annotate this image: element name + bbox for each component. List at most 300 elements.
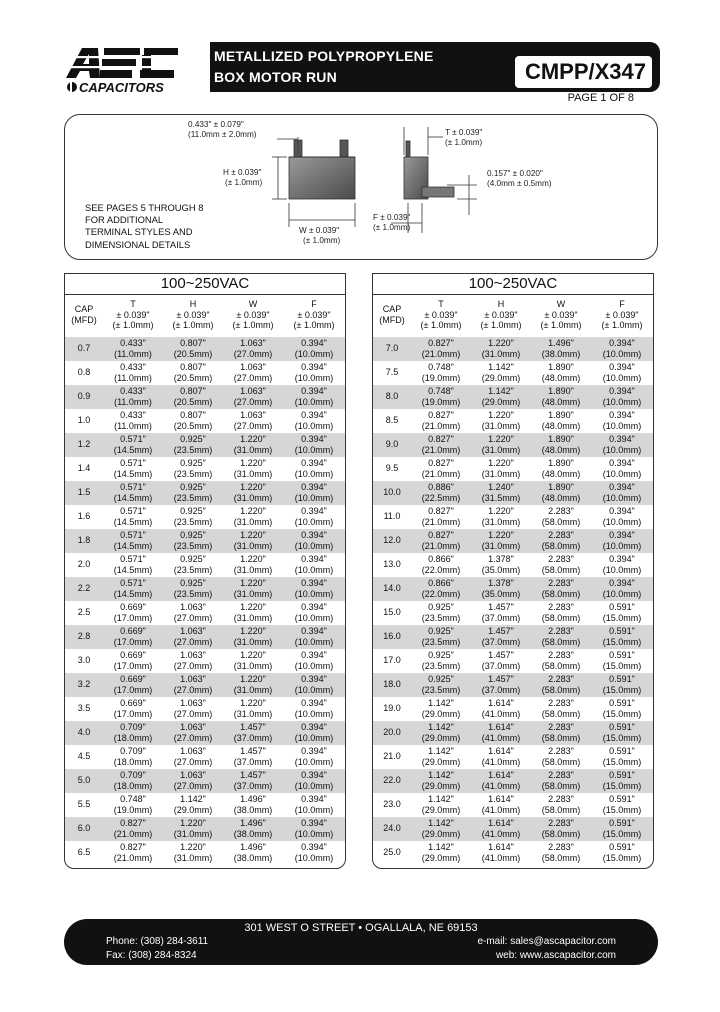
- cell-cap: 8.5: [385, 415, 399, 425]
- col-cap: CAP (MFD): [379, 304, 405, 325]
- cell-f: 0.394" (10.0mm): [294, 386, 334, 407]
- cell-cap: 1.6: [77, 511, 91, 521]
- table-rows: [373, 337, 653, 865]
- cell-f: 0.591" (15.0mm): [602, 770, 642, 791]
- cell-cap: 9.0: [385, 439, 399, 449]
- cell-t: 0.571" (14.5mm): [113, 578, 153, 599]
- cell-t: 0.433" (11.0mm): [114, 386, 152, 407]
- cell-h: 1.378" (35.0mm): [481, 554, 521, 575]
- table-row: [373, 385, 653, 409]
- cell-t: 1.142" (29.0mm): [421, 746, 461, 767]
- table-row: [65, 553, 345, 577]
- cell-t: 0.748" (19.0mm): [421, 362, 461, 383]
- cell-f: 0.394" (10.0mm): [602, 338, 642, 359]
- cell-h: 0.925" (23.5mm): [173, 530, 213, 551]
- pin-dim: 0.157" ± 0.020" (4.0mm ± 0.5mm): [487, 169, 552, 188]
- cell-cap: 23.0: [383, 799, 401, 809]
- cell-t: 0.827" (21.0mm): [421, 338, 461, 359]
- cell-f: 0.394" (10.0mm): [294, 626, 334, 647]
- cell-h: 1.614" (41.0mm): [481, 746, 521, 767]
- cell-f: 0.591" (15.0mm): [602, 698, 642, 719]
- table-row: [373, 481, 653, 505]
- table-row: [65, 481, 345, 505]
- cell-w: 2.283" (58.0mm): [541, 722, 581, 743]
- cell-cap: 8.0: [385, 391, 399, 401]
- voltage-header: 100~250VAC: [373, 274, 653, 295]
- cell-t: 0.827" (21.0mm): [113, 818, 153, 839]
- cell-h: 1.063" (27.0mm): [173, 602, 213, 623]
- cell-t: 0.571" (14.5mm): [113, 506, 153, 527]
- front-view: [272, 137, 355, 227]
- col-f: F ± 0.039" (± 1.0mm): [293, 299, 335, 330]
- cell-f: 0.394" (10.0mm): [294, 554, 334, 575]
- cell-f: 0.394" (10.0mm): [294, 650, 334, 671]
- cell-cap: 1.2: [77, 439, 91, 449]
- table-row: [65, 505, 345, 529]
- cell-cap: 22.0: [383, 775, 401, 785]
- cell-h: 1.378" (35.0mm): [481, 578, 521, 599]
- table-row: [373, 721, 653, 745]
- cell-w: 1.890" (48.0mm): [541, 410, 581, 431]
- cell-h: 1.220" (31.0mm): [173, 818, 213, 839]
- cell-cap: 5.5: [77, 799, 91, 809]
- cell-w: 1.220" (31.0mm): [233, 506, 273, 527]
- cell-f: 0.394" (10.0mm): [294, 338, 334, 359]
- cell-cap: 17.0: [383, 655, 401, 665]
- cell-h: 1.142" (29.0mm): [481, 386, 521, 407]
- cell-h: 1.142" (29.0mm): [173, 794, 213, 815]
- col-t: T ± 0.039" (± 1.0mm): [112, 299, 154, 330]
- cell-t: 1.142" (29.0mm): [421, 794, 461, 815]
- cell-f: 0.394" (10.0mm): [294, 746, 334, 767]
- cell-f: 0.394" (10.0mm): [294, 506, 334, 527]
- cell-w: 2.283" (58.0mm): [541, 626, 581, 647]
- cell-t: 0.669" (17.0mm): [113, 626, 153, 647]
- cell-t: 0.709" (18.0mm): [113, 770, 153, 791]
- table-row: [373, 337, 653, 361]
- cell-t: 1.142" (29.0mm): [421, 818, 461, 839]
- cell-w: 2.283" (58.0mm): [541, 770, 581, 791]
- table-row: [65, 817, 345, 841]
- table-row: [373, 769, 653, 793]
- cell-cap: 18.0: [383, 679, 401, 689]
- cell-w: 1.220" (31.0mm): [233, 578, 273, 599]
- cell-cap: 4.0: [77, 727, 91, 737]
- cell-h: 0.807" (20.5mm): [173, 386, 213, 407]
- cell-w: 2.283" (58.0mm): [541, 578, 581, 599]
- cell-w: 1.063" (27.0mm): [233, 410, 273, 431]
- cell-f: 0.394" (10.0mm): [294, 794, 334, 815]
- cell-cap: 3.5: [77, 703, 91, 713]
- cell-cap: 3.0: [77, 655, 91, 665]
- cell-t: 0.925" (23.5mm): [421, 674, 461, 695]
- cell-t: 0.571" (14.5mm): [113, 482, 153, 503]
- cell-w: 1.890" (48.0mm): [541, 482, 581, 503]
- cell-cap: 4.5: [77, 751, 91, 761]
- column-headers: [373, 295, 653, 337]
- cell-h: 1.063" (27.0mm): [173, 650, 213, 671]
- cell-cap: 3.2: [77, 679, 91, 689]
- cell-t: 0.748" (19.0mm): [113, 794, 153, 815]
- cell-w: 1.457" (37.0mm): [233, 722, 273, 743]
- cell-h: 0.925" (23.5mm): [173, 482, 213, 503]
- cell-t: 0.709" (18.0mm): [113, 722, 153, 743]
- table-rows: [65, 337, 345, 865]
- cell-f: 0.394" (10.0mm): [294, 434, 334, 455]
- cell-f: 0.394" (10.0mm): [294, 842, 334, 863]
- cell-w: 2.283" (58.0mm): [541, 602, 581, 623]
- cell-w: 1.220" (31.0mm): [233, 458, 273, 479]
- title-banner: [210, 42, 660, 92]
- cell-f: 0.394" (10.0mm): [602, 434, 642, 455]
- cell-w: 2.283" (58.0mm): [541, 842, 581, 863]
- cell-h: 1.220" (31.0mm): [481, 530, 521, 551]
- cell-cap: 2.2: [77, 583, 91, 593]
- col-f: F ± 0.039" (± 1.0mm): [601, 299, 643, 330]
- cell-h: 0.807" (20.5mm): [173, 338, 213, 359]
- cell-f: 0.591" (15.0mm): [602, 674, 642, 695]
- lead-length-dim: 0.433" ± 0.079" (11.0mm ± 2.0mm): [188, 120, 257, 139]
- table-row: [65, 361, 345, 385]
- cell-t: 0.433" (11.0mm): [114, 362, 152, 383]
- cell-w: 1.220" (31.0mm): [233, 554, 273, 575]
- cell-cap: 25.0: [383, 847, 401, 857]
- cell-w: 1.457" (37.0mm): [233, 770, 273, 791]
- cell-cap: 9.5: [385, 463, 399, 473]
- phone: Phone: (308) 284-3611: [106, 936, 209, 947]
- cell-t: 0.571" (14.5mm): [113, 554, 153, 575]
- cell-w: 1.890" (48.0mm): [541, 458, 581, 479]
- cell-h: 1.240" (31.5mm): [481, 482, 521, 503]
- cell-h: 1.614" (41.0mm): [481, 698, 521, 719]
- cell-f: 0.591" (15.0mm): [602, 818, 642, 839]
- col-h: H ± 0.039" (± 1.0mm): [172, 299, 214, 330]
- cell-t: 0.669" (17.0mm): [113, 674, 153, 695]
- cell-w: 1.063" (27.0mm): [233, 362, 273, 383]
- cell-t: 1.142" (29.0mm): [421, 698, 461, 719]
- spec-table-right: [372, 273, 654, 869]
- cell-h: 1.063" (27.0mm): [173, 698, 213, 719]
- cell-h: 1.063" (27.0mm): [173, 674, 213, 695]
- table-row: [65, 457, 345, 481]
- cell-t: 0.433" (11.0mm): [114, 410, 152, 431]
- cell-t: 0.669" (17.0mm): [113, 602, 153, 623]
- table-row: [65, 769, 345, 793]
- cell-h: 1.063" (27.0mm): [173, 770, 213, 791]
- cell-w: 2.283" (58.0mm): [541, 818, 581, 839]
- cell-w: 2.283" (58.0mm): [541, 530, 581, 551]
- cell-w: 1.220" (31.0mm): [233, 530, 273, 551]
- cell-h: 0.925" (23.5mm): [173, 554, 213, 575]
- cell-cap: 7.5: [385, 367, 399, 377]
- cell-h: 1.063" (27.0mm): [173, 722, 213, 743]
- cell-h: 1.220" (31.0mm): [481, 458, 521, 479]
- cell-t: 0.709" (18.0mm): [113, 746, 153, 767]
- address: 301 WEST O STREET • OGALLALA, NE 69153: [244, 922, 478, 934]
- cell-t: 0.925" (23.5mm): [421, 650, 461, 671]
- table-row: [65, 385, 345, 409]
- cell-f: 0.394" (10.0mm): [294, 674, 334, 695]
- logo-subtitle: CAPACITORS: [79, 80, 164, 95]
- cell-h: 1.614" (41.0mm): [481, 722, 521, 743]
- cell-f: 0.394" (10.0mm): [602, 578, 642, 599]
- cell-cap: 24.0: [383, 823, 401, 833]
- table-row: [65, 721, 345, 745]
- cell-t: 0.886" (22.5mm): [421, 482, 461, 503]
- table-row: [373, 649, 653, 673]
- dimension-diagram: [64, 114, 658, 260]
- cell-f: 0.394" (10.0mm): [602, 362, 642, 383]
- cell-f: 0.591" (15.0mm): [602, 842, 642, 863]
- cell-f: 0.394" (10.0mm): [602, 506, 642, 527]
- cell-cap: 1.4: [77, 463, 91, 473]
- cell-f: 0.394" (10.0mm): [294, 818, 334, 839]
- cell-f: 0.591" (15.0mm): [602, 626, 642, 647]
- cell-f: 0.394" (10.0mm): [294, 698, 334, 719]
- cell-f: 0.394" (10.0mm): [294, 530, 334, 551]
- table-row: [373, 745, 653, 769]
- cell-t: 0.571" (14.5mm): [113, 530, 153, 551]
- table-row: [373, 793, 653, 817]
- table-row: [65, 625, 345, 649]
- cell-h: 1.457" (37.0mm): [481, 674, 521, 695]
- cell-w: 2.283" (58.0mm): [541, 674, 581, 695]
- cell-cap: 1.5: [77, 487, 91, 497]
- col-cap: CAP (MFD): [71, 304, 97, 325]
- cell-cap: 5.0: [77, 775, 91, 785]
- cell-w: 1.496" (38.0mm): [541, 338, 581, 359]
- table-row: [65, 841, 345, 865]
- table-row: [65, 649, 345, 673]
- cell-w: 1.890" (48.0mm): [541, 434, 581, 455]
- cell-w: 2.283" (58.0mm): [541, 650, 581, 671]
- cell-w: 2.283" (58.0mm): [541, 794, 581, 815]
- fax: Fax: (308) 284-8324: [106, 950, 197, 961]
- cell-f: 0.591" (15.0mm): [602, 722, 642, 743]
- table-row: [65, 601, 345, 625]
- cell-w: 2.283" (58.0mm): [541, 746, 581, 767]
- title-line-2: BOX MOTOR RUN: [214, 69, 337, 85]
- cell-h: 1.220" (31.0mm): [481, 506, 521, 527]
- table-row: [65, 577, 345, 601]
- cell-h: 1.220" (31.0mm): [481, 434, 521, 455]
- cell-h: 0.925" (23.5mm): [173, 458, 213, 479]
- cell-t: 1.142" (29.0mm): [421, 770, 461, 791]
- table-row: [373, 505, 653, 529]
- cell-f: 0.394" (10.0mm): [294, 458, 334, 479]
- table-row: [65, 337, 345, 361]
- table-row: [373, 457, 653, 481]
- height-dim: H ± 0.039" (± 1.0mm): [223, 168, 263, 187]
- cell-f: 0.394" (10.0mm): [602, 482, 642, 503]
- table-row: [65, 697, 345, 721]
- cell-h: 1.614" (41.0mm): [481, 842, 521, 863]
- cell-cap: 20.0: [383, 727, 401, 737]
- cell-cap: 1.8: [77, 535, 91, 545]
- cell-h: 1.063" (27.0mm): [173, 746, 213, 767]
- cell-t: 0.433" (11.0mm): [114, 338, 152, 359]
- cell-t: 0.925" (23.5mm): [421, 626, 461, 647]
- asc-logo: [64, 42, 182, 97]
- cell-w: 2.283" (58.0mm): [541, 506, 581, 527]
- cell-t: 0.571" (14.5mm): [113, 458, 153, 479]
- cell-h: 0.925" (23.5mm): [173, 506, 213, 527]
- cell-f: 0.394" (10.0mm): [602, 386, 642, 407]
- cell-cap: 1.0: [77, 415, 91, 425]
- cell-w: 1.063" (27.0mm): [233, 338, 273, 359]
- col-w: W ± 0.039" (± 1.0mm): [232, 299, 274, 330]
- cell-w: 2.283" (58.0mm): [541, 554, 581, 575]
- table-row: [373, 697, 653, 721]
- email-link[interactable]: e-mail: sales@ascapacitor.com: [477, 936, 616, 947]
- cell-f: 0.394" (10.0mm): [294, 602, 334, 623]
- spec-table-left: [64, 273, 346, 869]
- cell-t: 0.866" (22.0mm): [421, 554, 461, 575]
- cell-w: 1.063" (27.0mm): [233, 386, 273, 407]
- cell-cap: 2.5: [77, 607, 91, 617]
- table-row: [65, 529, 345, 553]
- cell-w: 1.220" (31.0mm): [233, 650, 273, 671]
- table-row: [373, 625, 653, 649]
- cell-cap: 0.9: [77, 391, 91, 401]
- cell-w: 1.220" (31.0mm): [233, 674, 273, 695]
- cell-h: 1.614" (41.0mm): [481, 794, 521, 815]
- table-row: [373, 841, 653, 865]
- cell-f: 0.394" (10.0mm): [602, 458, 642, 479]
- cell-t: 0.827" (21.0mm): [421, 434, 461, 455]
- cell-cap: 12.0: [383, 535, 401, 545]
- cell-w: 1.496" (38.0mm): [233, 842, 273, 863]
- cell-t: 0.827" (21.0mm): [421, 410, 461, 431]
- cell-h: 1.614" (41.0mm): [481, 818, 521, 839]
- cell-w: 1.220" (31.0mm): [233, 602, 273, 623]
- cell-h: 1.614" (41.0mm): [481, 770, 521, 791]
- cell-t: 0.669" (17.0mm): [113, 698, 153, 719]
- col-w: W ± 0.039" (± 1.0mm): [540, 299, 582, 330]
- cell-h: 1.142" (29.0mm): [481, 362, 521, 383]
- table-row: [373, 817, 653, 841]
- pitch-dim: F ± 0.039" (± 1.0mm): [373, 213, 411, 232]
- cell-cap: 6.0: [77, 823, 91, 833]
- cell-h: 1.457" (37.0mm): [481, 650, 521, 671]
- voltage-header: 100~250VAC: [65, 274, 345, 295]
- cell-w: 1.890" (48.0mm): [541, 362, 581, 383]
- cell-f: 0.591" (15.0mm): [602, 602, 642, 623]
- cell-cap: 21.0: [383, 751, 401, 761]
- cell-w: 1.220" (31.0mm): [233, 434, 273, 455]
- cell-f: 0.394" (10.0mm): [602, 410, 642, 431]
- column-headers: [65, 295, 345, 337]
- table-row: [373, 553, 653, 577]
- width-dim: W ± 0.039" (± 1.0mm): [299, 226, 341, 245]
- cell-f: 0.394" (10.0mm): [294, 578, 334, 599]
- cell-f: 0.394" (10.0mm): [294, 410, 334, 431]
- cell-w: 2.283" (58.0mm): [541, 698, 581, 719]
- table-row: [65, 433, 345, 457]
- cell-t: 0.827" (21.0mm): [421, 530, 461, 551]
- cell-cap: 2.8: [77, 631, 91, 641]
- page-number: PAGE 1 OF 8: [567, 92, 634, 104]
- cell-cap: 19.0: [383, 703, 401, 713]
- cell-h: 0.807" (20.5mm): [173, 362, 213, 383]
- col-t: T ± 0.039" (± 1.0mm): [420, 299, 462, 330]
- cell-f: 0.394" (10.0mm): [602, 530, 642, 551]
- table-row: [65, 409, 345, 433]
- table-row: [373, 361, 653, 385]
- cell-cap: 11.0: [383, 511, 401, 521]
- cell-f: 0.394" (10.0mm): [294, 770, 334, 791]
- cell-cap: 15.0: [383, 607, 401, 617]
- cell-h: 1.220" (31.0mm): [173, 842, 213, 863]
- cell-cap: 2.0: [77, 559, 91, 569]
- title-line-1: METALLIZED POLYPROPYLENE: [214, 48, 434, 64]
- cell-w: 1.496" (38.0mm): [233, 818, 273, 839]
- cell-h: 0.807" (20.5mm): [173, 410, 213, 431]
- see-pages-note: SEE PAGES 5 THROUGH 8 FOR ADDITIONAL TERMINAL STYLES AND DIMENSIONAL DETAILS: [85, 202, 204, 250]
- web-link[interactable]: web: www.ascapacitor.com: [495, 950, 616, 961]
- cell-f: 0.394" (10.0mm): [294, 722, 334, 743]
- cell-cap: 7.0: [385, 343, 399, 353]
- cell-cap: 10.0: [383, 487, 401, 497]
- cell-t: 0.827" (21.0mm): [113, 842, 153, 863]
- table-row: [373, 577, 653, 601]
- cell-f: 0.591" (15.0mm): [602, 746, 642, 767]
- cell-cap: 6.5: [77, 847, 91, 857]
- thickness-dim: T ± 0.039" (± 1.0mm): [445, 128, 483, 147]
- table-row: [373, 601, 653, 625]
- cell-f: 0.591" (15.0mm): [602, 794, 642, 815]
- cell-cap: 0.8: [77, 367, 91, 377]
- cell-t: 0.827" (21.0mm): [421, 458, 461, 479]
- cell-t: 1.142" (29.0mm): [421, 722, 461, 743]
- cell-w: 1.457" (37.0mm): [233, 746, 273, 767]
- cell-t: 0.669" (17.0mm): [113, 650, 153, 671]
- cell-t: 0.571" (14.5mm): [113, 434, 153, 455]
- table-row: [373, 529, 653, 553]
- cell-h: 0.925" (23.5mm): [173, 434, 213, 455]
- cell-h: 1.220" (31.0mm): [481, 338, 521, 359]
- cell-w: 1.220" (31.0mm): [233, 698, 273, 719]
- cell-w: 1.220" (31.0mm): [233, 626, 273, 647]
- cell-t: 0.925" (23.5mm): [421, 602, 461, 623]
- cell-cap: 16.0: [383, 631, 401, 641]
- cell-w: 1.496" (38.0mm): [233, 794, 273, 815]
- cell-h: 1.457" (37.0mm): [481, 626, 521, 647]
- table-row: [373, 673, 653, 697]
- cell-cap: 13.0: [383, 559, 401, 569]
- table-row: [65, 745, 345, 769]
- cell-f: 0.394" (10.0mm): [294, 482, 334, 503]
- table-row: [373, 433, 653, 457]
- cell-h: 1.063" (27.0mm): [173, 626, 213, 647]
- cell-w: 1.890" (48.0mm): [541, 386, 581, 407]
- model-number: CMPP/X347: [515, 56, 652, 88]
- cell-h: 1.220" (31.0mm): [481, 410, 521, 431]
- cell-w: 1.220" (31.0mm): [233, 482, 273, 503]
- table-row: [373, 409, 653, 433]
- cell-h: 1.457" (37.0mm): [481, 602, 521, 623]
- col-h: H ± 0.039" (± 1.0mm): [480, 299, 522, 330]
- cell-t: 0.827" (21.0mm): [421, 506, 461, 527]
- cell-f: 0.394" (10.0mm): [294, 362, 334, 383]
- cell-cap: 14.0: [383, 583, 401, 593]
- cell-t: 0.748" (19.0mm): [421, 386, 461, 407]
- cell-cap: 0.7: [77, 343, 91, 353]
- cell-t: 0.866" (22.0mm): [421, 578, 461, 599]
- table-row: [65, 673, 345, 697]
- cell-t: 1.142" (29.0mm): [421, 842, 461, 863]
- footer-contact: [64, 919, 658, 965]
